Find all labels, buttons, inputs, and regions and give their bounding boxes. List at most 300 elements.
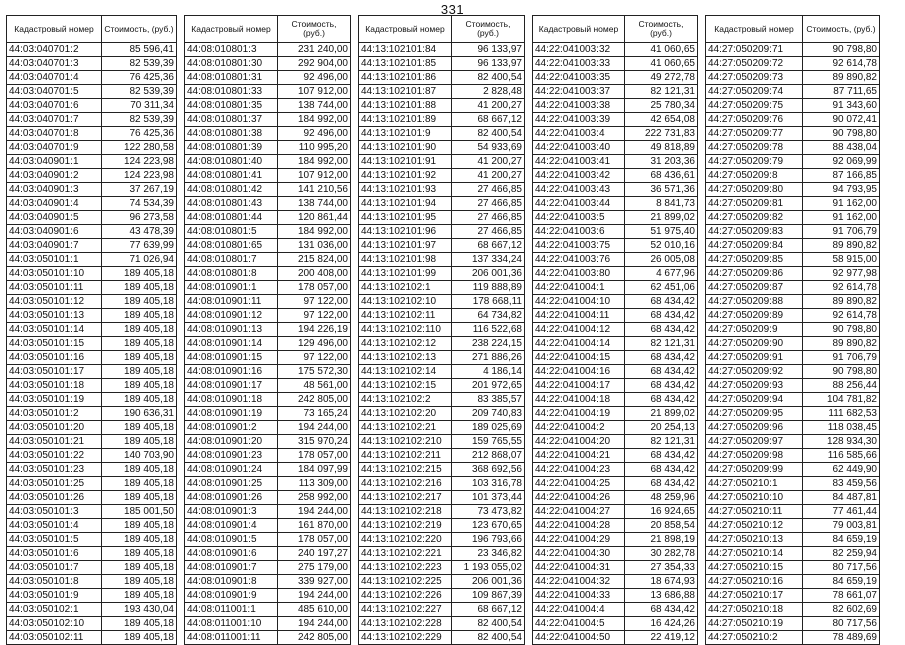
cost-value: 92 614,78 (803, 57, 880, 71)
cost-value: 92 069,99 (803, 155, 880, 169)
table-row (185, 337, 351, 351)
table-row (359, 183, 525, 197)
table-row (7, 379, 177, 393)
table-row (706, 393, 880, 407)
table-row (185, 351, 351, 365)
cadastral-number: 44:03:050101:3 (7, 505, 102, 519)
cadastral-number: 44:08:010901:13 (185, 323, 278, 337)
cost-value: 178 057,00 (278, 449, 351, 463)
table-row (7, 631, 177, 645)
cadastral-number: 44:22:041004:25 (533, 477, 625, 491)
cost-value: 82 259,94 (803, 547, 880, 561)
cost-value: 206 001,36 (452, 575, 525, 589)
cadastral-number: 44:13:102101:95 (359, 211, 452, 225)
table-row (706, 561, 880, 575)
cost-value: 54 933,69 (452, 141, 525, 155)
cost-value: 89 890,82 (803, 239, 880, 253)
table-row (359, 127, 525, 141)
cost-value: 124 223,98 (102, 155, 177, 169)
cost-value: 77 461,44 (803, 505, 880, 519)
table-row (7, 169, 177, 183)
cadastral-number: 44:03:050101:16 (7, 351, 102, 365)
cost-value: 97 122,00 (278, 309, 351, 323)
table-row (359, 575, 525, 589)
cadastral-number: 44:13:102101:89 (359, 113, 452, 127)
header-cost: Стоимость, (руб.) (625, 16, 698, 43)
cadastral-number: 44:27:050209:83 (706, 225, 803, 239)
table-row (185, 99, 351, 113)
table-row (533, 561, 698, 575)
table-row (533, 547, 698, 561)
cadastral-number: 44:03:040701:2 (7, 43, 102, 57)
cost-value: 189 025,69 (452, 421, 525, 435)
cadastral-number: 44:13:102101:99 (359, 267, 452, 281)
cadastral-number: 44:03:050101:5 (7, 533, 102, 547)
cadastral-number: 44:27:050210:12 (706, 519, 803, 533)
cadastral-number: 44:22:041004:15 (533, 351, 625, 365)
cadastral-number: 44:13:102102:2 (359, 393, 452, 407)
cost-value: 292 904,00 (278, 57, 351, 71)
table-row (533, 253, 698, 267)
cadastral-number: 44:22:041004:30 (533, 547, 625, 561)
cost-value: 140 703,90 (102, 449, 177, 463)
cost-value: 91 162,00 (803, 211, 880, 225)
cost-value: 51 975,40 (625, 225, 698, 239)
cost-value: 49 818,89 (625, 141, 698, 155)
table-row (533, 169, 698, 183)
cost-value: 4 186,14 (452, 365, 525, 379)
table-row (359, 407, 525, 421)
table-row (359, 295, 525, 309)
cost-value: 27 466,85 (452, 197, 525, 211)
table-row (7, 211, 177, 225)
cadastral-number: 44:27:050209:89 (706, 309, 803, 323)
cost-value: 82 121,31 (625, 435, 698, 449)
cadastral-table-3 (358, 15, 525, 645)
cost-value: 189 405,18 (102, 323, 177, 337)
cost-value: 104 781,82 (803, 393, 880, 407)
cadastral-number: 44:27:050209:95 (706, 407, 803, 421)
cost-value: 184 992,00 (278, 225, 351, 239)
table-row (706, 155, 880, 169)
table-row (185, 547, 351, 561)
cost-value: 78 661,07 (803, 589, 880, 603)
cost-value: 90 798,80 (803, 127, 880, 141)
cost-value: 178 668,11 (452, 295, 525, 309)
cadastral-number: 44:13:102102:15 (359, 379, 452, 393)
cadastral-number: 44:08:011001:10 (185, 617, 278, 631)
table-row (533, 99, 698, 113)
cadastral-number: 44:22:041003:37 (533, 85, 625, 99)
cadastral-number: 44:08:010801:8 (185, 267, 278, 281)
table-row (533, 505, 698, 519)
cadastral-number: 44:27:050210:19 (706, 617, 803, 631)
table-row (185, 491, 351, 505)
cost-value: 84 487,81 (803, 491, 880, 505)
cadastral-number: 44:13:102102:21 (359, 421, 452, 435)
cost-value: 189 405,18 (102, 267, 177, 281)
table-row (7, 533, 177, 547)
cadastral-number: 44:08:010801:65 (185, 239, 278, 253)
table-row (7, 547, 177, 561)
cadastral-number: 44:08:010901:11 (185, 295, 278, 309)
table-row (7, 99, 177, 113)
table-row (185, 323, 351, 337)
cadastral-number: 44:22:041004:18 (533, 393, 625, 407)
cost-value: 189 405,18 (102, 351, 177, 365)
table-row (7, 337, 177, 351)
table-row (706, 267, 880, 281)
cost-value: 189 405,18 (102, 561, 177, 575)
table-row (706, 85, 880, 99)
cost-value: 189 405,18 (102, 421, 177, 435)
cadastral-number: 44:13:102101:85 (359, 57, 452, 71)
table-row (706, 141, 880, 155)
cost-value: 116 522,68 (452, 323, 525, 337)
cost-value: 20 858,54 (625, 519, 698, 533)
cadastral-number: 44:03:050101:4 (7, 519, 102, 533)
table-row (185, 533, 351, 547)
cost-value: 27 466,85 (452, 183, 525, 197)
cost-value: 83 385,57 (452, 393, 525, 407)
cadastral-number: 44:03:050101:2 (7, 407, 102, 421)
table-row (706, 127, 880, 141)
cadastral-number: 44:08:010801:31 (185, 71, 278, 85)
cadastral-number: 44:22:041004:29 (533, 533, 625, 547)
cost-value: 189 405,18 (102, 575, 177, 589)
cost-value: 52 010,16 (625, 239, 698, 253)
cost-value: 41 200,27 (452, 169, 525, 183)
table-row (359, 351, 525, 365)
table-row (706, 575, 880, 589)
header-row (7, 16, 177, 43)
cadastral-number: 44:27:050209:86 (706, 267, 803, 281)
cost-value: 194 226,19 (278, 323, 351, 337)
cadastral-number: 44:27:050209:90 (706, 337, 803, 351)
cadastral-number: 44:27:050209:92 (706, 365, 803, 379)
cost-value: 36 571,36 (625, 183, 698, 197)
cadastral-number: 44:22:041004:17 (533, 379, 625, 393)
cadastral-number: 44:22:041004:19 (533, 407, 625, 421)
table-row (359, 99, 525, 113)
cadastral-number: 44:08:010901:7 (185, 561, 278, 575)
cadastral-number: 44:03:050101:6 (7, 547, 102, 561)
cadastral-number: 44:22:041004:1 (533, 281, 625, 295)
cadastral-number: 44:03:050101:26 (7, 491, 102, 505)
table-row (706, 197, 880, 211)
cost-value: 30 282,78 (625, 547, 698, 561)
cadastral-number: 44:22:041003:38 (533, 99, 625, 113)
cadastral-table-1 (6, 15, 177, 645)
cadastral-number: 44:22:041004:21 (533, 449, 625, 463)
table-row (7, 183, 177, 197)
cadastral-number: 44:03:040901:7 (7, 239, 102, 253)
cadastral-number: 44:13:102102:10 (359, 295, 452, 309)
table-row (706, 239, 880, 253)
cost-value: 62 451,06 (625, 281, 698, 295)
cost-value: 43 478,39 (102, 225, 177, 239)
cost-value: 275 179,00 (278, 561, 351, 575)
table-row (359, 267, 525, 281)
table-row (533, 351, 698, 365)
table-row (185, 407, 351, 421)
cadastral-number: 44:27:050210:1 (706, 477, 803, 491)
cadastral-number: 44:27:050210:14 (706, 547, 803, 561)
cost-value: 68 434,42 (625, 393, 698, 407)
table-row (706, 295, 880, 309)
cadastral-number: 44:03:050101:21 (7, 435, 102, 449)
cost-value: 82 400,54 (452, 631, 525, 645)
cost-value: 128 934,30 (803, 435, 880, 449)
cadastral-number: 44:08:010901:19 (185, 407, 278, 421)
cadastral-number: 44:22:041004:33 (533, 589, 625, 603)
table-row (706, 43, 880, 57)
cost-value: 189 405,18 (102, 295, 177, 309)
table-row (359, 113, 525, 127)
cost-value: 48 561,00 (278, 379, 351, 393)
table-row (533, 239, 698, 253)
cost-value: 85 596,41 (102, 43, 177, 57)
table-row (7, 295, 177, 309)
cadastral-number: 44:03:040901:3 (7, 183, 102, 197)
cadastral-number: 44:27:050209:75 (706, 99, 803, 113)
cadastral-number: 44:13:102102:225 (359, 575, 452, 589)
table-row (185, 197, 351, 211)
table-row (706, 421, 880, 435)
cost-value: 16 424,26 (625, 617, 698, 631)
cadastral-number: 44:08:010901:24 (185, 463, 278, 477)
cadastral-number: 44:08:010901:25 (185, 477, 278, 491)
cost-value: 80 717,56 (803, 617, 880, 631)
cost-value: 82 121,31 (625, 337, 698, 351)
cadastral-number: 44:22:041004:14 (533, 337, 625, 351)
cost-value: 62 449,90 (803, 463, 880, 477)
table-row (359, 589, 525, 603)
cadastral-number: 44:27:050209:71 (706, 43, 803, 57)
cadastral-number: 44:13:102101:93 (359, 183, 452, 197)
cost-value: 96 133,97 (452, 57, 525, 71)
cost-value: 68 434,42 (625, 379, 698, 393)
table-row (533, 365, 698, 379)
cadastral-number: 44:27:050209:76 (706, 113, 803, 127)
header-cost: Стоимость, (руб.) (452, 16, 525, 43)
cadastral-number: 44:13:102102:14 (359, 365, 452, 379)
table-row (359, 533, 525, 547)
table-row (7, 561, 177, 575)
cadastral-number: 44:13:102102:11 (359, 309, 452, 323)
cost-value: 79 003,81 (803, 519, 880, 533)
table-row (533, 435, 698, 449)
table-row (533, 463, 698, 477)
cost-value: 20 254,13 (625, 421, 698, 435)
cadastral-number: 44:08:010801:3 (185, 43, 278, 57)
cadastral-number: 44:03:050101:19 (7, 393, 102, 407)
cadastral-number: 44:03:050101:17 (7, 365, 102, 379)
cadastral-number: 44:27:050209:81 (706, 197, 803, 211)
cost-value: 21 899,02 (625, 407, 698, 421)
table-row (185, 603, 351, 617)
cost-value: 189 405,18 (102, 631, 177, 645)
table-row (359, 477, 525, 491)
cost-value: 26 005,08 (625, 253, 698, 267)
cost-value: 87 711,65 (803, 85, 880, 99)
cost-value: 200 408,00 (278, 267, 351, 281)
cost-value: 92 496,00 (278, 127, 351, 141)
table-row (359, 617, 525, 631)
table-row (359, 379, 525, 393)
table-row (533, 211, 698, 225)
table-row (533, 617, 698, 631)
cost-value: 339 927,00 (278, 575, 351, 589)
page-number: 331 (440, 2, 465, 17)
cadastral-number: 44:03:040901:2 (7, 169, 102, 183)
cadastral-number: 44:08:010901:9 (185, 589, 278, 603)
table-row (706, 113, 880, 127)
cost-value: 161 870,00 (278, 519, 351, 533)
cost-value: 41 060,65 (625, 43, 698, 57)
cadastral-number: 44:13:102101:9 (359, 127, 452, 141)
cost-value: 189 405,18 (102, 547, 177, 561)
cadastral-number: 44:22:041003:40 (533, 141, 625, 155)
cost-value: 194 244,00 (278, 421, 351, 435)
cost-value: 90 798,80 (803, 323, 880, 337)
cost-value: 129 496,00 (278, 337, 351, 351)
cadastral-number: 44:22:041003:43 (533, 183, 625, 197)
cost-value: 231 240,00 (278, 43, 351, 57)
table-row (706, 407, 880, 421)
cost-value: 96 133,97 (452, 43, 525, 57)
cost-value: 89 890,82 (803, 71, 880, 85)
cadastral-number: 44:27:050210:2 (706, 631, 803, 645)
table-row (359, 505, 525, 519)
table-row (185, 519, 351, 533)
cadastral-number: 44:03:040701:3 (7, 57, 102, 71)
cadastral-table-2 (184, 15, 351, 645)
cost-value: 90 072,41 (803, 113, 880, 127)
cadastral-number: 44:13:102101:87 (359, 85, 452, 99)
cost-value: 110 995,20 (278, 141, 351, 155)
cadastral-number: 44:13:102101:97 (359, 239, 452, 253)
cost-value: 212 868,07 (452, 449, 525, 463)
cost-value: 27 354,33 (625, 561, 698, 575)
cost-value: 25 780,34 (625, 99, 698, 113)
cost-value: 68 434,42 (625, 309, 698, 323)
table-row (185, 575, 351, 589)
table-row (7, 449, 177, 463)
table-row (359, 155, 525, 169)
table-row (185, 393, 351, 407)
cost-value: 91 343,60 (803, 99, 880, 113)
cadastral-number: 44:27:050209:9 (706, 323, 803, 337)
cadastral-number: 44:22:041004:4 (533, 603, 625, 617)
cadastral-number: 44:22:041004:12 (533, 323, 625, 337)
table-row (7, 505, 177, 519)
cost-value: 82 539,39 (102, 57, 177, 71)
cadastral-number: 44:08:010801:33 (185, 85, 278, 99)
cadastral-number: 44:13:102102:228 (359, 617, 452, 631)
table-row (359, 547, 525, 561)
cost-value: 485 610,00 (278, 603, 351, 617)
cadastral-number: 44:22:041003:39 (533, 113, 625, 127)
table-row (185, 239, 351, 253)
table-row (185, 379, 351, 393)
cadastral-number: 44:03:050101:20 (7, 421, 102, 435)
cadastral-number: 44:13:102102:12 (359, 337, 452, 351)
cost-value: 124 223,98 (102, 169, 177, 183)
table-row (706, 631, 880, 645)
table-row (7, 435, 177, 449)
cost-value: 41 200,27 (452, 99, 525, 113)
cost-value: 368 692,56 (452, 463, 525, 477)
table-row (7, 407, 177, 421)
table-row (359, 365, 525, 379)
cadastral-number: 44:27:050210:13 (706, 533, 803, 547)
cost-value: 96 273,58 (102, 211, 177, 225)
table-row (7, 253, 177, 267)
cadastral-number: 44:08:010801:35 (185, 99, 278, 113)
cadastral-number: 44:22:041003:41 (533, 155, 625, 169)
cadastral-number: 44:03:050101:25 (7, 477, 102, 491)
cadastral-number: 44:27:050209:91 (706, 351, 803, 365)
cadastral-number: 44:03:050101:1 (7, 253, 102, 267)
cost-value: 68 434,42 (625, 351, 698, 365)
cost-value: 189 405,18 (102, 309, 177, 323)
cost-value: 73 473,82 (452, 505, 525, 519)
cost-value: 137 334,24 (452, 253, 525, 267)
cadastral-number: 44:03:040901:1 (7, 155, 102, 169)
table-row (185, 183, 351, 197)
table-row (359, 603, 525, 617)
cost-value: 189 405,18 (102, 491, 177, 505)
table-row (533, 603, 698, 617)
cost-value: 68 434,42 (625, 365, 698, 379)
cadastral-number: 44:22:041003:44 (533, 197, 625, 211)
cost-value: 90 798,80 (803, 43, 880, 57)
table-row (185, 631, 351, 645)
cost-value: 68 667,12 (452, 113, 525, 127)
header-cadastral: Кадастровый номер (185, 16, 278, 43)
cost-value: 189 405,18 (102, 281, 177, 295)
cost-value: 190 636,31 (102, 407, 177, 421)
table-row (533, 225, 698, 239)
cost-value: 18 674,93 (625, 575, 698, 589)
table-row (359, 169, 525, 183)
cost-value: 138 744,00 (278, 197, 351, 211)
cadastral-number: 44:13:102102:217 (359, 491, 452, 505)
cost-value: 315 970,24 (278, 435, 351, 449)
cadastral-number: 44:27:050209:79 (706, 155, 803, 169)
table-row (533, 575, 698, 589)
cadastral-number: 44:13:102102:220 (359, 533, 452, 547)
table-row (185, 617, 351, 631)
cadastral-number: 44:13:102101:90 (359, 141, 452, 155)
cadastral-number: 44:03:040701:8 (7, 127, 102, 141)
cost-value: 184 992,00 (278, 113, 351, 127)
cost-value: 189 405,18 (102, 617, 177, 631)
cost-value: 89 890,82 (803, 337, 880, 351)
table-row (706, 435, 880, 449)
header-cadastral: Кадастровый номер (706, 16, 803, 43)
cadastral-number: 44:03:050101:14 (7, 323, 102, 337)
cadastral-number: 44:03:040901:4 (7, 197, 102, 211)
table-row (185, 589, 351, 603)
cost-value: 91 706,79 (803, 225, 880, 239)
cadastral-number: 44:08:010801:41 (185, 169, 278, 183)
cost-value: 90 798,80 (803, 365, 880, 379)
table-row (533, 407, 698, 421)
table-row (533, 533, 698, 547)
cadastral-number: 44:22:041004:23 (533, 463, 625, 477)
